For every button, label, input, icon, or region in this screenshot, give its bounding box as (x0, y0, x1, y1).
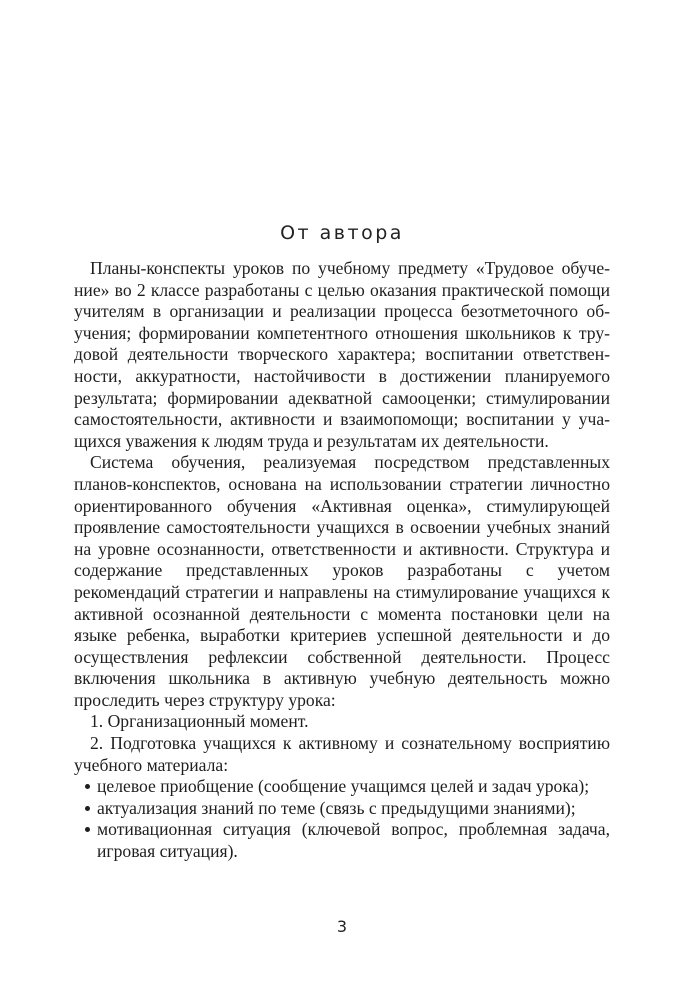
bullet-text: целевое приобщение (сообщение учащимся целей и задач урока); (97, 776, 590, 797)
bullet-text: актуализация знаний по теме (связь с предыдущими знаниями); (97, 797, 576, 818)
bullet-icon (85, 806, 90, 811)
bullet-icon (85, 827, 90, 832)
bullet-item (97, 819, 610, 862)
numbered-item-2: 2. Подготовка учащихся к активному и сознательному восприятию учебного материала: (74, 733, 610, 775)
bullet-icon (85, 784, 90, 789)
section-title: От автора (280, 222, 404, 244)
page-number: 3 (336, 917, 348, 936)
body-text (74, 258, 610, 863)
paragraph-intro: Планы-конспекты уроков по учебному предмету «Трудовое обучение» во 2 классе разработаны с целью оказания практической помощи учителям в организации и реализации процесса безотметочного обучения; формировании компетентного отношения школьников к трудовой деятельности творческого характера; воспитании ответственности, аккуратности, настойчивости в достижении планируемого результата; формировании адекватной самооценки; стимулировании самостоятельности, активности и взаимопомощи; воспитании у учащихся уважения к людям труда и результатам их деятельности. (74, 258, 610, 451)
bullet-item (97, 776, 610, 798)
bullet-list (74, 776, 610, 862)
bullet-text: мотивационная ситуация (ключевой вопрос, проблемная задача, игровая ситуация). (97, 819, 610, 862)
numbered-item-1: 1. Организационный момент. (90, 711, 309, 732)
paragraph-system: Система обучения, реализуемая посредством представленных планов-конспектов, основана на использовании стратегии личностно ориентированного обучения «Активная оценка», стимулирующей проявление самостоятельности учащихся в освоении учебных знаний на уровне осознанности, ответственности и активности. Структура и содержание представленных уроков разработаны с учетом рекомендаций стратегии и направлены на стимулирование учащихся к активной осознанной деятельности с момента постановки цели на языке ребенка, выработки критериев успешной деятельности и до осуществления рефлексии собственной деятельности. Процесс включения школьника в активную учебную деятельность можно проследить через структуру урока: (74, 452, 610, 710)
bullet-item (97, 798, 610, 820)
